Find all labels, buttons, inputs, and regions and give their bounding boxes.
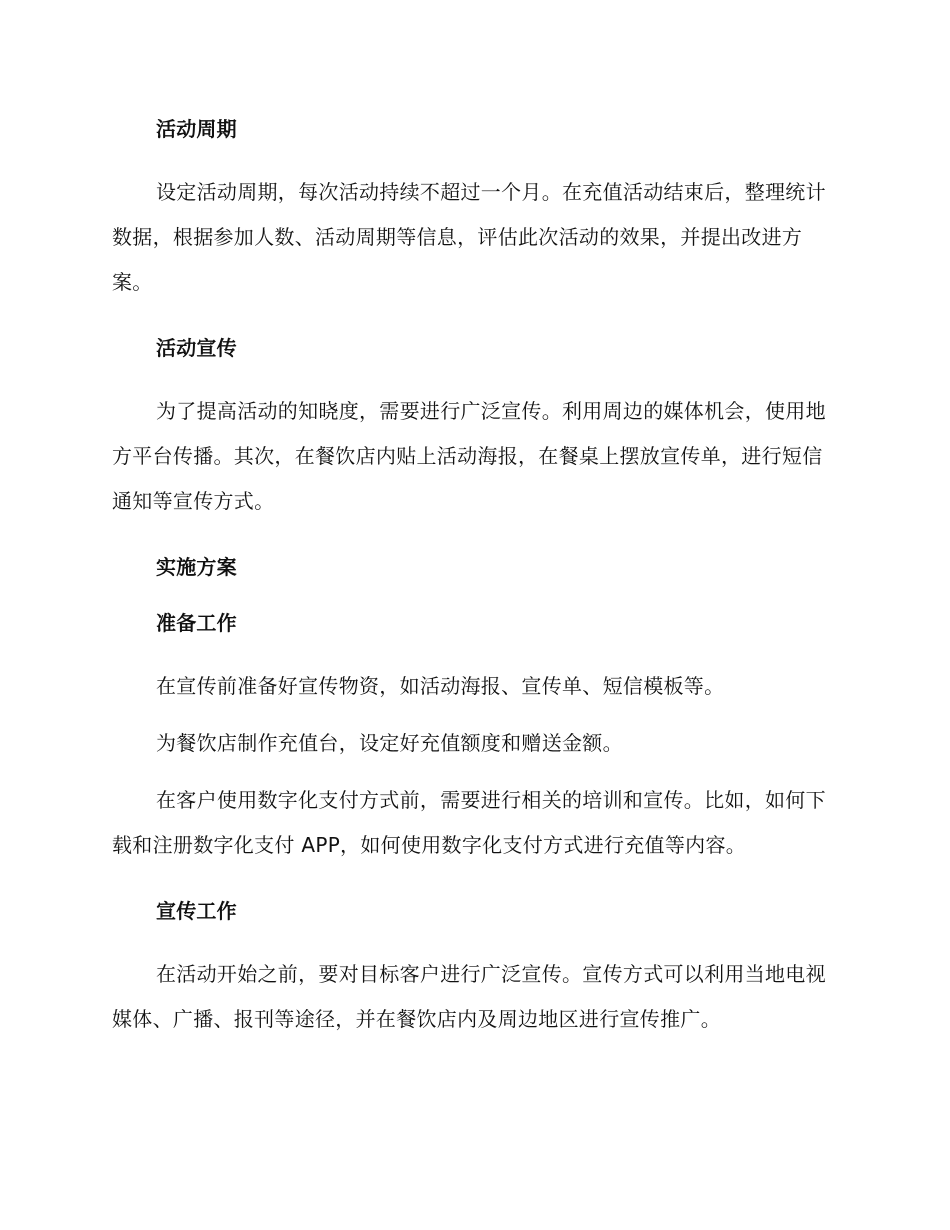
section-heading-implementation-plan: 实施方案: [156, 555, 237, 579]
section-heading-activity-promotion: 活动宣传: [156, 336, 237, 360]
section-heading-preparation-work: 准备工作: [156, 611, 237, 635]
spacer: [112, 305, 832, 331]
paragraph-promotion-work: 在活动开始之前，要对目标客户进行广泛宣传。宣传方式可以利用当地电视媒体、广播、报刊等途径，并在餐饮店内及周边地区进行宣传推广。: [112, 962, 826, 1031]
spacer: [112, 766, 832, 778]
spacer: [112, 868, 832, 894]
paragraph-digital-payment-training: 在客户使用数字化支付方式前，需要进行相关的培训和宣传。比如，如何下载和注册数字化支付 APP，如何使用数字化支付方式进行充值等内容。: [112, 788, 826, 857]
section-heading-promotion-work: 宣传工作: [156, 899, 237, 923]
paragraph-recharge-counter: 为餐饮店制作充值台，设定好充值额度和赠送金额。: [156, 731, 623, 755]
spacer: [112, 928, 832, 952]
spacer: [112, 584, 832, 606]
paragraph-activity-period: 设定活动周期，每次活动持续不超过一个月。在充值活动结束后，整理统计数据，根据参加人数、活动周期等信息，评估此次活动的效果，并提出改进方案。: [112, 180, 826, 294]
spacer: [112, 640, 832, 664]
spacer: [112, 524, 832, 550]
spacer: [112, 365, 832, 389]
spacer: [112, 146, 832, 170]
document-body: [112, 112, 832, 1042]
paragraph-activity-promotion: 为了提高活动的知晓度，需要进行广泛宣传。利用周边的媒体机会，使用地方平台传播。其次，在餐饮店内贴上活动海报，在餐桌上摆放宣传单，进行短信通知等宣传方式。: [112, 399, 826, 513]
section-heading-activity-period: 活动周期: [156, 117, 237, 141]
spacer: [112, 709, 832, 721]
paragraph-preparation-materials: 在宣传前准备好宣传物资，如活动海报、宣传单、短信模板等。: [156, 674, 725, 698]
